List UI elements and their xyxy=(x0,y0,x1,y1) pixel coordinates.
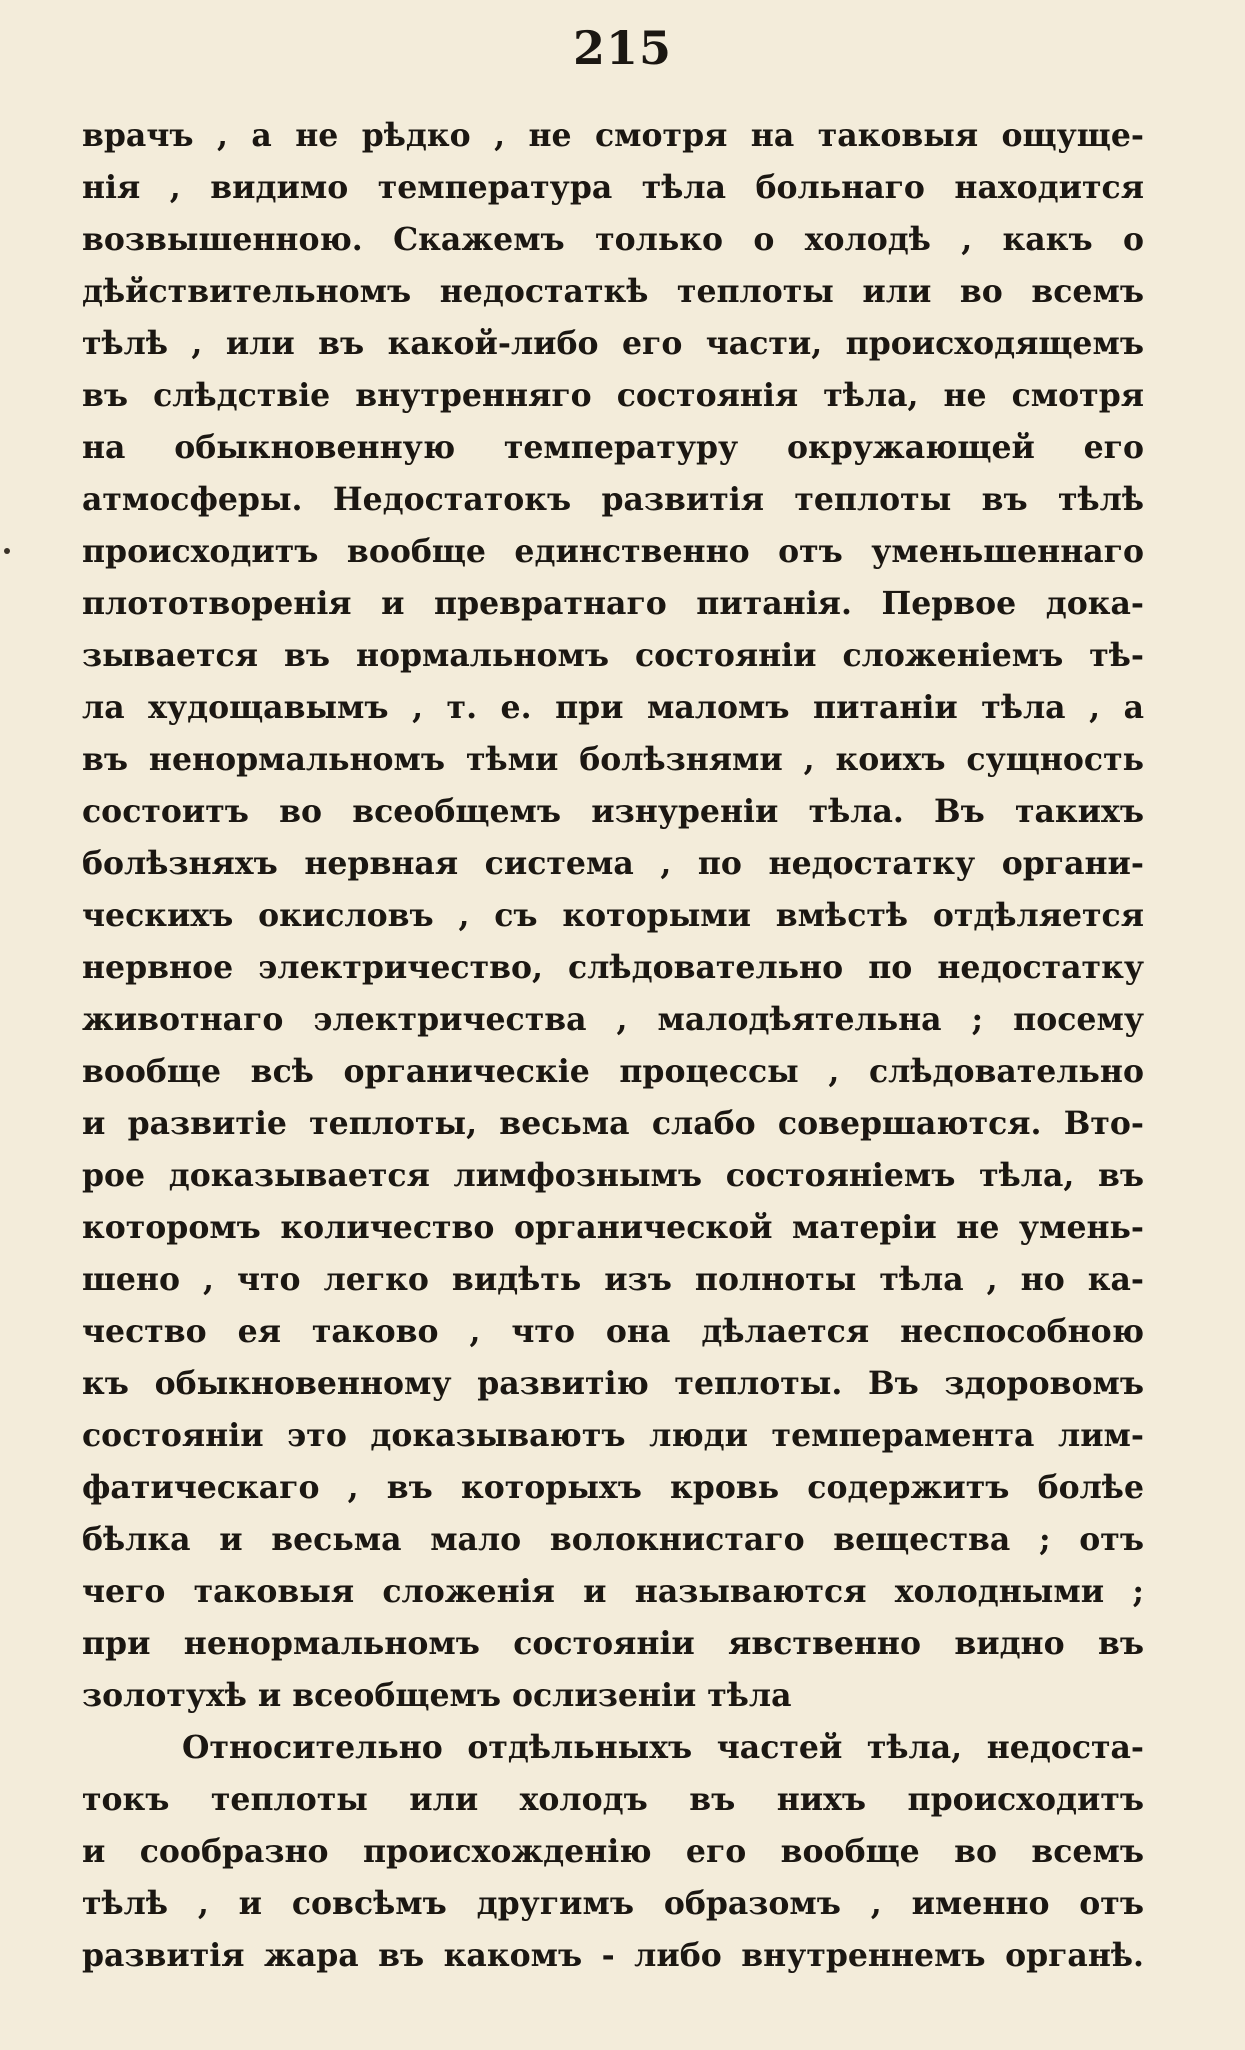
text-line: токъ теплоты или холодъ въ нихъ происходитъ xyxy=(82,1781,1144,1818)
text-line: чество ея таково , что она дѣлается неспособною xyxy=(82,1313,1144,1350)
paragraph-1 xyxy=(82,110,1144,1722)
text-line: вообще всѣ органическіе процессы , слѣдовательно xyxy=(82,1053,1144,1090)
text-line: состояніи это доказываютъ люди темперамента лим- xyxy=(82,1417,1144,1454)
text-line: которомъ количество органической матеріи не умень- xyxy=(82,1209,1144,1246)
text-line: къ обыкновенному развитію теплоты. Въ здоровомъ xyxy=(82,1365,1144,1402)
text-line: тѣлѣ , или въ какой-либо его части, происходящемъ xyxy=(82,325,1144,362)
text-line: происходитъ вообще единственно отъ уменьшеннаго xyxy=(82,533,1144,570)
text-line: ла худощавымъ , т. е. при маломъ питаніи тѣла , а xyxy=(82,689,1144,726)
text-line: дѣйствительномъ недостаткѣ теплоты или во всемъ xyxy=(82,273,1144,310)
text-line: состоитъ во всеобщемъ изнуреніи тѣла. Въ такихъ xyxy=(82,793,1144,830)
text-line: Относительно отдѣльныхъ частей тѣла, недоста- xyxy=(182,1729,1144,1766)
paragraph-2 xyxy=(82,1722,1144,1982)
text-line: шено , что легко видѣть изъ полноты тѣла , но ка- xyxy=(82,1261,1144,1298)
text-line: и сообразно происхожденію его вообще во всемъ xyxy=(82,1833,1144,1870)
text-line: тѣлѣ , и совсѣмъ другимъ образомъ , именно отъ xyxy=(82,1885,1144,1922)
text-line: болѣзняхъ нервная система , по недостатку органи- xyxy=(82,845,1144,882)
text-line: рое доказывается лимфознымъ состояніемъ тѣла, въ xyxy=(82,1157,1144,1194)
text-line: фатическаго , въ которыхъ кровь содержитъ болѣе xyxy=(82,1469,1144,1506)
text-line: въ слѣдствіе внутренняго состоянія тѣла, не смотря xyxy=(82,377,1144,414)
text-line: ческихъ окисловъ , съ которыми вмѣстѣ отдѣляется xyxy=(82,897,1144,934)
body-text xyxy=(82,110,1144,1982)
text-line: плототворенія и превратнаго питанія. Первое дока- xyxy=(82,585,1144,622)
text-line: при ненормальномъ состояніи явственно видно въ xyxy=(82,1625,1144,1662)
text-line: чего таковыя сложенія и называются холодными ; xyxy=(82,1573,1144,1610)
text-line: врачъ , а не рѣдко , не смотря на таковыя ощуще- xyxy=(82,117,1144,154)
text-line: бѣлка и весьма мало волокнистаго вещества ; отъ xyxy=(82,1521,1144,1558)
text-line: въ ненормальномъ тѣми болѣзнями , коихъ сущность xyxy=(82,741,1144,778)
text-line: золотухѣ и всеобщемъ ослизеніи тѣла xyxy=(82,1677,792,1714)
page-number: 215 xyxy=(572,21,673,75)
text-line: животнаго электричества , малодѣятельна ; посему xyxy=(82,1001,1144,1038)
text-line: нія , видимо температура тѣла больнаго находится xyxy=(82,169,1144,206)
text-line: атмосферы. Недостатокъ развитія теплоты въ тѣлѣ xyxy=(82,481,1144,518)
text-line: развитія жара въ какомъ - либо внутреннемъ органѣ. xyxy=(82,1937,1144,1974)
margin-speck xyxy=(4,548,10,554)
text-line: зывается въ нормальномъ состояніи сложеніемъ тѣ- xyxy=(82,637,1144,674)
text-line: на обыкновенную температуру окружающей его xyxy=(82,429,1144,466)
text-line: и развитіе теплоты, весьма слабо совершаются. Вто- xyxy=(82,1105,1144,1142)
text-line: нервное электричество, слѣдовательно по недостатку xyxy=(82,949,1144,986)
text-line: возвышенною. Скажемъ только о холодѣ , какъ о xyxy=(82,221,1144,258)
